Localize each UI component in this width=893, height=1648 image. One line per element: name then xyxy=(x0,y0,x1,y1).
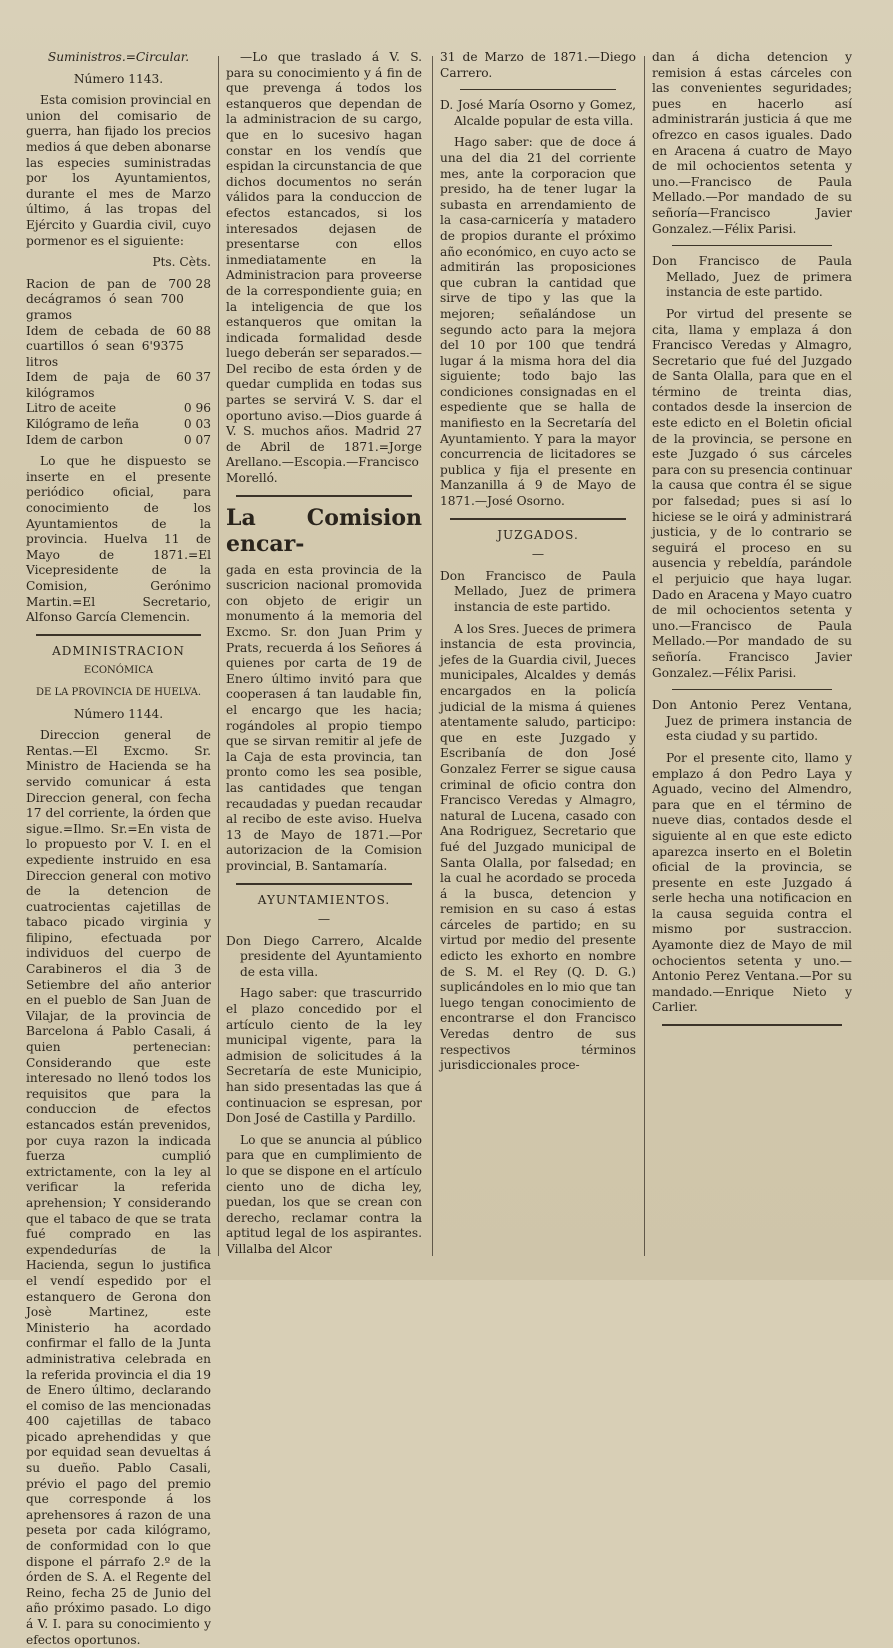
price-column-header: Pts. Cèts. xyxy=(152,255,211,270)
official-name: Don Francisco de Paula Mellado, Juez de primera instancia de este partido. xyxy=(652,254,852,300)
paragraph: dan á dicha detencion y remision á estas cárceles con las convenientes seguridades; pues en hacerlo así administrarán justicia á que me ofrezco en casos iguales. Dado en Aracena á cuatro de Mayo de mil ochocientos setenta y uno.—Francisco de Paula Mellado.—Por mandado de su señoría—Francisco Javier Gonzalez.—Félix Parisi. xyxy=(652,50,852,236)
column-rule xyxy=(218,56,219,1256)
paragraph: Lo que se anuncia al público para que en cumplimiento de lo que se dispone en el artículo ciento uno de dicha ley, puedan, los que se crean con derecho, reclamar contra la aptitud legal de los aspirantes. Villalba del Alcor xyxy=(226,1132,422,1256)
official-name: Don Diego Carrero, Alcalde presidente del Ayuntamiento de esta villa. xyxy=(226,933,422,979)
price-list xyxy=(26,277,211,449)
paragraph: Hago saber: que de doce á una del dia 21 del corriente mes, ante la corporacion que presido, ha de tener lugar la subasta en arrendamiento de la casa-carnicería y matadero de propios durante el próximo año económico, en cuyo acto se admitirán las proposiciones que cubran la cantidad que sirve de tipo y las que la mejoren; señalándose un segundo acto para la mejora del 10 por 100 que tendrá lugar á la misma hora del dia siguiente; todo bajo las condiciones consignadas en el espediente que se halla de manifiesto en la Secretaría del Ayuntamiento. Y para la mayor concurrencia de licitadores se publica y fija el presente en Manzanilla á 9 de Mayo de 1871.—José Osorno. xyxy=(440,135,636,509)
price-row: Litro de aceite 0 96 xyxy=(26,401,211,416)
heading-juzgados: JUZGADOS. xyxy=(497,527,579,542)
paragraph: 31 de Marzo de 1871.—Diego Carrero. xyxy=(440,50,636,80)
paragraph: Direccion general de Rentas.—El Excmo. Sr. Ministro de Hacienda se ha servido comunicar á esta Direccion general, con fecha 17 del corriente, la órden que sigue.=Ilmo. Sr.=En vista de lo propuesto por V. I. en el expediente instruido en esa Direccion general con motivo de la detencion de cuatrocientas cajetillas de tabaco picado virginia y filipino, efectuada por individuos del cuerpo de Carabineros el dia 3 de Setiembre del año anterior en el pueblo de San Juan de Vilajar, de la provincia de Barcelona á Pablo Casali, á quien pertenecian: Considerando que este interesado no llenó todos los requisitos que para la conduccion de efectos estancados están prevenidos, por cuya razon la indicada fuerza cumplió extrictamente, con la ley al verificar la referida aprehension; Y considerando que el tabaco de que se trata fué comprado en las expendedurías de la Hacienda, segun lo justifica el vendí espedido por el estanquero de Gerona don Josè Martinez, este Ministerio ha acordado confirmar el fallo de la Junta administrativa celebrada en la referida provincia el dia 19 de Enero último, declarando el comiso de las mencionadas 400 cajetillas de tabaco picado aprehendidas y que por equidad sean devueltas á su dueño. Pablo Casali, prévio el pago del premio que corresponde á los aprehensores á razon de una peseta por cada kilógramo, de conformidad con lo que dispone el párrafo 2.º de la órden de S. A. el Regente del Reino, fecha 25 de Junio del año próximo pasado. Lo digo á V. I. para su conocimiento y efectos oportunos. xyxy=(26,728,211,1647)
subheading: ECONÓMICA xyxy=(83,665,154,677)
divider xyxy=(672,245,832,246)
column-rule xyxy=(432,56,433,1256)
notice-number: Número 1144. xyxy=(73,706,164,721)
column-4 xyxy=(652,50,852,1256)
divider xyxy=(450,518,626,520)
subheading: DE LA PROVINCIA DE HUELVA. xyxy=(35,686,202,698)
price-row: Racion de pan de 70 decágramos ó sean 700 gramos 0 28 xyxy=(26,276,211,322)
divider xyxy=(36,634,201,636)
dash: — xyxy=(317,912,331,927)
dash: — xyxy=(531,547,545,562)
divider xyxy=(236,495,412,497)
price-row: Idem de carbon 0 07 xyxy=(26,432,211,447)
section-title: Suministros.=Circular. xyxy=(47,50,190,64)
notice-number: Número 1143. xyxy=(73,71,164,86)
price-row: Idem de cebada de 6 cuartillos ó sean 6'9375 litros 0 88 xyxy=(26,323,211,369)
divider xyxy=(672,689,832,690)
divider xyxy=(460,89,616,90)
paragraph: gada en esta provincia de la suscricion nacional promovida con objeto de erigir un monumento á la memoria del Excmo. Sr. don Juan Prim y Prats, recuerda á los Señores á quienes por carta de 19 de Enero último invitó para que cooperasen á tan laudable fin, el encargo que les hacia; rogándoles al propio tiempo que se sirvan remitir al jefe de la Caja de esta provincia, tan pronto como les sea posible, las cantidades que tengan recaudadas y puedan recaudar al recibo de este aviso. Huelva 13 de Mayo de 1871.—Por autorizacion de la Comision provincial, B. Santamaría. xyxy=(226,562,422,873)
paragraph: Lo que he dispuesto se inserte en el presente periódico oficial, para conocimiento de los Ayuntamientos de la provincia. Huelva 11 de Mayo de 1871.=El Vicepresidente de la Comision, Gerónimo Martin.=El Secretario, Alfonso García Clemencin. xyxy=(26,454,211,625)
paragraph: Por virtud del presente se cita, llama y emplaza á don Francisco Veredas y Almagro, Secretario que fué del Juzgado de Santa Olalla, para que en el término de treinta dias, contados desde la insercion de este edicto en el Boletin oficial de la provincia, se persone en este Juzgado ó sus cárceles para con su presencia continuar la causa que contra él se sigue por falsedad; pues si así lo hiciese se le oirá y administrará justicia, y de lo contrario se seguirá el proceso en su ausencia y rebeldía, parándole el perjuicio que haya lugar. Dado en Aracena y Mayo cuatro de mil ochocientos setenta y uno.—Francisco de Paula Mellado.—Por mandado de su señoría. Francisco Javier Gonzalez.—Félix Parisi. xyxy=(652,306,852,680)
official-name: Don Francisco de Paula Mellado, Juez de primera instancia de este partido. xyxy=(440,568,636,614)
price-row: Idem de paja de 6 kilógramos 0 37 xyxy=(26,370,211,400)
heading-ayuntamientos: AYUNTAMIENTOS. xyxy=(257,892,391,907)
official-name: Don Antonio Perez Ventana, Juez de primera instancia de esta ciudad y su partido. xyxy=(652,698,852,744)
official-name: D. José María Osorno y Gomez, Alcalde popular de esta villa. xyxy=(440,98,636,128)
column-3 xyxy=(440,50,636,1256)
divider xyxy=(236,883,412,885)
column-2 xyxy=(226,50,422,1256)
paragraph: —Lo que traslado á V. S. para su conocimiento y á fin de que prevenga á todos los estanqueros que dependan de la administracion de su cargo, que en lo sucesivo hagan constar en los vendís que espidan la circunstancia de que dichos documentos no serán válidos para la conduccion de efectos estancados, si los interesados dejasen de presentarse con ellos inmediatamente en la Administracion para proveerse de la correspondiente guia; en la inteligencia de que los estanqueros que omitan la indicada formalidad desde luego deberán ser separados.—Del recibo de esta órden y de quedar cumplida en todas sus partes se servirá V. S. dar el oportuno aviso.—Dios guarde á V. S. muchos años. Madrid 27 de Abril de 1871.=Jorge Arellano.—Escopia.—Francisco Morelló. xyxy=(226,50,422,486)
column-1 xyxy=(26,50,211,1647)
paragraph: Por el presente cito, llamo y emplazo á don Pedro Laya y Aguado, vecino del Almendro, para que en el término de nueve dias, contados desde el siguiente al en que este edicto aparezca inserto en el Boletin oficial de la provincia, se presente en este Juzgado á serle hecha una notificacion en la causa seguida contra el mismo por sustraccion. Ayamonte diez de Mayo de mil ochocientos setenta y uno.—Antonio Perez Ventana.—Por su mandado.—Enrique Nieto y Carlier. xyxy=(652,750,852,1015)
heading-administracion: ADMINISTRACION xyxy=(52,643,185,658)
divider xyxy=(662,1024,842,1026)
column-rule xyxy=(644,56,645,1256)
comision-heading: La Comision encar- xyxy=(226,504,422,557)
paragraph: Esta comision provincial en union del comisario de guerra, han fijado los precios medios á que deben abonarse las especies suministradas por los Ayuntamientos, durante el mes de Marzo último, á las tropas del Ejército y Guardia civil, cuyo pormenor es el siguiente: xyxy=(26,93,211,248)
paragraph: A los Sres. Jueces de primera instancia de esta provincia, jefes de la Guardia civil, Jueces municipales, Alcaldes y demás encargados en la policía judicial de la misma á quienes atentamente saludo, participo: que en este Juzgado y Escribanía de don José Gonzalez Ferrer se sigue causa criminal de oficio contra don Francisco Veredas y Almagro, natural de Lucena, casado con Ana Rodriguez, Secretario que fué del Juzgado municipal de Santa Olalla, por falsedad; en la cual he acordado se proceda á la busca, detencion y remision en su caso á estas cárceles de partido; en su virtud por medio del presente edicto les exhorto en nombre de S. M. el Rey (Q. D. G.) suplicándoles en lo mio que tan luego tengan conocimiento de encontrarse el don Francisco Veredas dentro de sus respectivos términos jurisdiccionales proce- xyxy=(440,621,636,1073)
price-row: Kilógramo de leña 0 03 xyxy=(26,417,211,432)
paragraph: Hago saber: que trascurrido el plazo concedido por el artículo ciento de la ley municipal vigente, para la admision de solicitudes á la Secretaría de este Municipio, han sido presentadas las que á continuacion se espresan, por Don José de Castilla y Pardillo. xyxy=(226,986,422,1126)
